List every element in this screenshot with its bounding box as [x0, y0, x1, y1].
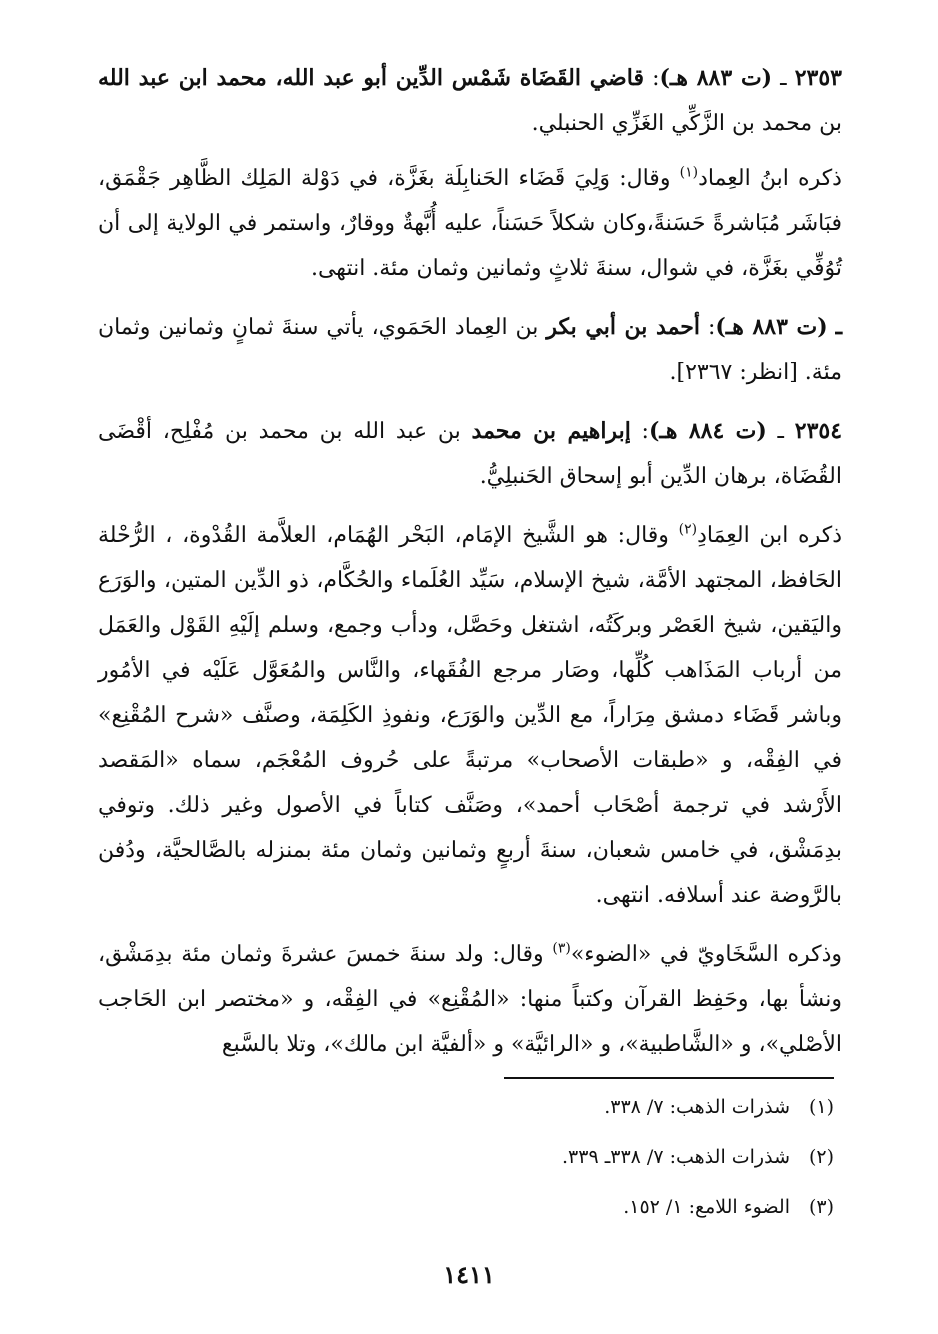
bio-text: وقال: وَلِيَ قَضَاء الحَنابِلَة بغَزَّة، في دَوْلة المَلِك الظَّاهِر جَقْمَق، فبَاشَر مُبَاشرةً حَسَنةً،وكان شكلاً حَسَناً، عليه أُبَّهةٌ ووقارٌ، واستمر في الولاية إلى أن تُوُفِّي بغَزَّة، في شوال، سنةَ ثلاثٍ وثمانين وثمان مئة. انتهى.	[98, 166, 842, 281]
entry-number: ٢٣٥٤	[794, 418, 843, 444]
entry-death-date: (ت ٨٨٣ هـ)	[659, 65, 773, 91]
footnote-number: (٢)	[808, 1146, 834, 1168]
entry-2354-bio-sakhawi	[98, 932, 842, 1067]
cross-reference-entry: ـ (ت ٨٨٣ هـ): أحمد بن أبي بكر بن العِماد الحَمَوي، يأتي سنةَ ثمانٍ وثمانين وثمان مئة. [انظر: ٢٣٦٧].	[98, 314, 843, 385]
bio-text: وذكره السَّخَاويّ في «الضوء»	[570, 942, 842, 967]
entry-death-date: (ت ٨٨٣ هـ)	[715, 314, 828, 340]
footnote-reference[interactable]: (١)	[679, 164, 699, 181]
entry-death-date: (ت ٨٨٤ هـ)	[648, 418, 767, 444]
main-text	[98, 56, 842, 1081]
footnote-separator	[504, 1077, 834, 1079]
entry-name: أحمد بن أبي بكر	[546, 314, 700, 340]
bio-text: وقال: هو الشَّيخ الإمَام، البَحْر الهُمَام، العلاَّمة القُدْوة، ، الرُّحْلة الحَافظ، المجتهد الأمَّة، شيخ الإسلام، سَيِّد العُلَماء والحُكَّام، ذو الدِّين المتين، والوَرَع واليَقين، شيخ العَصْر وبركَتُه، اشتغل وحَصَّل، ودأب وجمع، وسلم إلَيْهِ القَوْل والعَمَل من أرباب المَذَاهب كُلِّها، وصَار مرجع الفُقَهاء، والنَّاس والمُعَوَّل عَلَيْه في الأمُور وباشر قَضَاء دمشق مِرَاراً، مع الدِّين والوَرَع، ونفوذِ الكَلِمَة، وصنَّف «شرح المُقْنِع» في الفِقْه، و «طبقات الأصحاب» مرتبةً على حُروف المُعْجَم، سماه «المَقصد الأَرْشد في ترجمة أصْحَاب أحمد»، وصَنَّف كتاباً في الأصول وغير ذلك. وتوفي بدِمَشْق، في خامس شعبان، سنةَ أربعٍ وثمانين وثمان مئة بمنزله بالصَّالحيَّة، ودُفن بالرَّوضة عند أسلافه. انتهى.	[98, 523, 842, 908]
entry-2354-bio	[98, 513, 842, 918]
footnote-reference[interactable]: (٣)	[552, 940, 571, 957]
footnote-number: (٣)	[808, 1196, 834, 1218]
bio-text: وقال: ولد سنةَ خمسَ عشرةَ وثمان مئة بدِمَشْق، ونشأ بها، وحَفِظ القرآن وكتباً منها: «المُقْنِع» في الفِقْه، و «مختصر ابن الحَاجب الأصْلي»، و «الشَّاطبية»، و «الرائيَّة» و «ألفيَّة ابن مالك»، وتلا بالسَّبع	[98, 942, 842, 1057]
entry-lineage: بن عبد الله بن محمد بن مُفْلِح، أقْضَى القُضَاة، برهان الدِّين أبو إسحاق الحَنبلِيُّ.	[98, 419, 842, 489]
entry-2353-heading: ٢٣٥٣ ـ (ت ٨٨٣ هـ): قاضي القَضَاة شَمْس الدِّين أبو عبد الله، محمد ابن عبد الله بن محمد بن الزَّكِّي الغَزِّي الحنبلي.	[98, 65, 842, 136]
entry-lineage: بن العِماد الحَمَوي، يأتي سنةَ ثمانٍ وثمانين وثمان مئة. [انظر: ٢٣٦٧].	[98, 315, 842, 385]
footnote-item	[134, 1095, 834, 1119]
entry-name: قاضي القَضَاة شَمْس الدِّين أبو عبد الله، محمد ابن عبد الله	[98, 65, 644, 91]
footnote-number: (١)	[808, 1096, 834, 1118]
entry-2354-heading: ٢٣٥٤ ـ (ت ٨٨٤ هـ): إبراهيم بن محمد بن عبد الله بن محمد بن مُفْلِح، أقْضَى القُضَاة، برهان الدِّين أبو إسحاق الحَنبلِيُّ.	[98, 418, 843, 489]
footnote-text: شذرات الذهب: ٧/ ٣٣٨ـ ٣٣٩.	[561, 1146, 790, 1168]
entry-number: ٢٣٥٣	[794, 65, 842, 91]
entry-dash: ـ	[835, 314, 843, 340]
footnote-item	[134, 1145, 834, 1169]
entry-name: إبراهيم بن محمد	[471, 418, 631, 444]
footnote-item	[134, 1195, 834, 1219]
footnote-text: الضوء اللامع: ١/ ١٥٢.	[623, 1196, 790, 1218]
bio-text: ذكره ابن العِمَادِ	[697, 523, 842, 548]
footnotes	[134, 1095, 834, 1245]
entry-lineage: بن محمد بن الزَّكِّي الغَزِّي الحنبلي.	[531, 111, 842, 136]
footnote-text: شذرات الذهب: ٧/ ٣٣٨.	[604, 1096, 790, 1118]
page-number: ١٤١١	[443, 1260, 495, 1289]
footnote-reference[interactable]: (٢)	[678, 521, 698, 538]
entry-2353-bio	[98, 156, 842, 291]
bio-text: ذكره ابنُ العِماد	[698, 166, 842, 191]
